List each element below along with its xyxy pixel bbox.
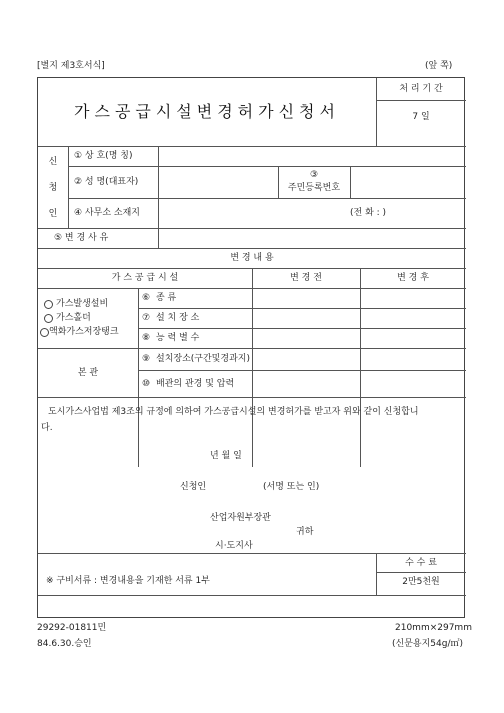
date-line: 년 월 일 [210, 451, 242, 461]
processing-period-value: 7 일 [412, 112, 430, 122]
business-name-field[interactable] [159, 147, 465, 166]
facility-generator-label: 가스발생설비 [56, 299, 109, 309]
item-10-label: 배관의 관경 및 압력 [156, 379, 235, 389]
required-documents: ※ 구비서류 : 변경내용을 기재한 서류 1부 [46, 576, 210, 586]
facility-option-tank[interactable] [40, 328, 49, 337]
recipient-governor: 시·도지사 [215, 541, 253, 551]
signature-label: (서명 또는 인) [263, 482, 320, 492]
paper-type: (신문용지54g/㎡) [392, 639, 463, 649]
item-8-no: ⑧ [142, 333, 151, 343]
applicant-sign-label: 신청인 [180, 482, 207, 492]
item-9-no: ⑨ [142, 354, 151, 364]
change-content-heading: 변 경 내 용 [230, 253, 274, 263]
application-form [37, 77, 465, 618]
applicant-side-2: 청 [48, 183, 58, 193]
col-facility: 가 스 공 급 시 설 [111, 273, 179, 283]
facility-option-generator[interactable] [44, 300, 53, 309]
statement-line-2: 다. [41, 423, 53, 433]
item-10-no: ⑩ [142, 379, 151, 389]
item-7-no: ⑦ [142, 313, 151, 323]
facility-holder-label: 가스홀더 [56, 313, 91, 323]
office-address-field[interactable] [159, 199, 465, 228]
recipient-ministry: 산업자원부장관 [210, 513, 271, 523]
item-6-label: 종 류 [156, 293, 177, 303]
after-values[interactable] [361, 289, 465, 396]
form-number: [별지 제3호서식] [37, 61, 105, 71]
col-before: 변 경 전 [290, 273, 322, 283]
representative-label: ② 성 명(대표자) [74, 177, 139, 187]
fee-label: 수 수 료 [405, 558, 437, 568]
applicant-side-3: 인 [48, 209, 58, 219]
resident-number-label: 주민등록번호 [287, 183, 341, 193]
main-pipe-label: 본 관 [77, 368, 99, 378]
resident-number-field[interactable] [351, 167, 465, 198]
item-9-label: 설치장소(구간및경과지) [156, 354, 250, 364]
recipient-honorific: 귀하 [296, 527, 314, 537]
change-reason-field[interactable] [159, 229, 465, 248]
paper-size: 210mm×297mm [395, 623, 472, 633]
statement-line-1: 도시가스사업법 제3조의 규정에 의하여 가스공급시설의 변경허가를 받고자 위와 같이 신청합니 [48, 407, 419, 417]
col-after: 변 경 후 [397, 273, 429, 283]
before-values[interactable] [253, 289, 359, 396]
applicant-side-1: 신 [48, 157, 58, 167]
form-code: 29292-01811민 [37, 623, 107, 633]
approval-date: 84.6.30.승인 [37, 639, 92, 649]
representative-field[interactable] [159, 167, 277, 198]
page-side-label: (앞 쪽) [425, 61, 453, 71]
phone-label: (전 화 : ) [350, 208, 387, 218]
form-title: 가스공급시설변경허가신청서 [74, 102, 340, 121]
fee-value: 2만5천원 [402, 577, 440, 587]
item-6-no: ⑥ [142, 293, 151, 303]
item-8-label: 능 력 별 수 [156, 333, 200, 343]
item-7-label: 설 치 장 소 [156, 313, 200, 323]
processing-period-label: 처 리 기 간 [399, 84, 443, 94]
facility-tank-label: 액화가스저장탱크 [49, 327, 119, 337]
change-reason-label: ⑤ 변 경 사 유 [54, 233, 109, 243]
business-name-label: ① 상 호(명 칭) [74, 151, 133, 161]
facility-option-holder[interactable] [44, 314, 53, 323]
office-address-label: ④ 사무소 소재지 [74, 208, 140, 218]
resident-number-index: ③ [309, 170, 319, 180]
